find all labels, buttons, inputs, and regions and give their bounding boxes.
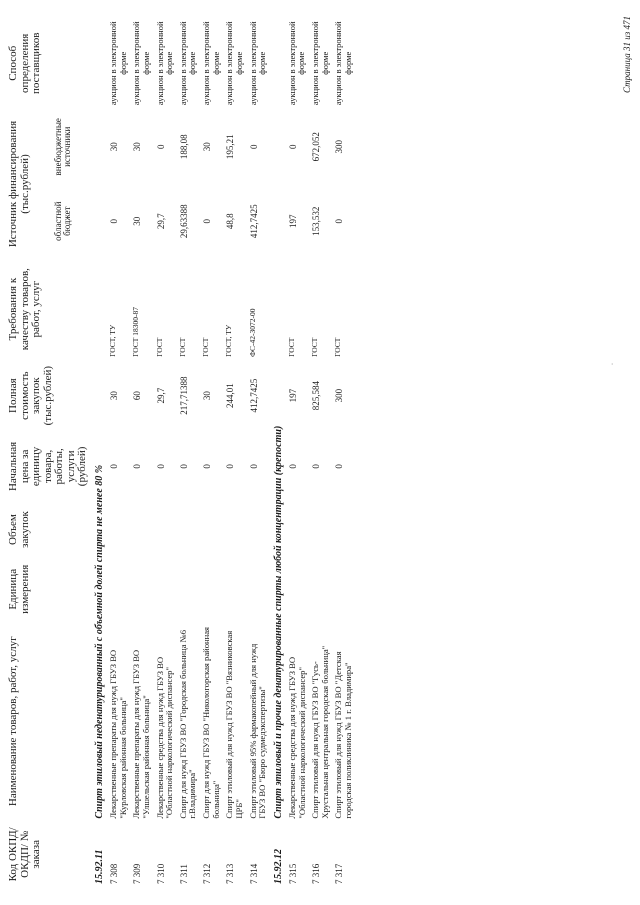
row-price: 0 xyxy=(202,464,213,469)
row-code: 7 308 xyxy=(109,863,120,884)
row-requirements: ГОСТ xyxy=(177,337,187,357)
speck: · xyxy=(610,363,616,365)
row-volume xyxy=(177,501,200,557)
row-name: Лекарственные препараты для нужд ГБУЗ ВО "Улшельская районная больница" xyxy=(131,649,151,819)
row-funding-regional: 29,63388 xyxy=(178,204,189,239)
row-price: 0 xyxy=(287,464,298,469)
row-total: 300 xyxy=(334,388,345,403)
row-price: 0 xyxy=(109,464,120,469)
row-requirements: ГОСТ xyxy=(310,337,320,357)
row-requirements: ГОСТ, ТУ xyxy=(224,324,234,357)
row-method: аукцион в электронной форме xyxy=(247,21,268,106)
section-row xyxy=(270,17,286,887)
row-funding-regional: 412,7425 xyxy=(248,204,259,239)
header-funding-regional: областной бюджет xyxy=(52,201,73,241)
row-requirements: ГОСТ 18300-87 xyxy=(131,307,141,357)
row-requirements: ГОСТ xyxy=(333,337,343,357)
header-total: Полная стоимость закупок (тыс.рублей) xyxy=(7,365,54,426)
row-volume xyxy=(200,501,223,557)
row-code: 7 314 xyxy=(248,863,259,884)
row-method: аукцион в электронной форме xyxy=(154,21,175,106)
header-funding-extra: внебюджетные источники xyxy=(52,118,73,176)
row-funding-extra: 672,052 xyxy=(311,132,322,162)
row-volume xyxy=(130,501,153,557)
row-price: 0 xyxy=(311,464,322,469)
row-total: 29,7 xyxy=(155,387,166,404)
table-row xyxy=(286,17,309,887)
row-funding-regional: 29,7 xyxy=(155,213,166,230)
table-body xyxy=(91,17,356,887)
row-total: 60 xyxy=(132,391,143,401)
section-title: Спирт этиловый и прочие денатурированные спирты любой концентрации (крепости) xyxy=(272,425,284,819)
row-price: 0 xyxy=(334,464,345,469)
row-volume xyxy=(247,501,270,557)
header-method: Способ определения поставщиков xyxy=(7,32,43,94)
header-price: Начальная цена за единицу товара, работы, услуги (рублей) xyxy=(7,441,89,492)
row-funding-regional: 0 xyxy=(202,218,213,224)
row-name: Спирт для нужд ГБУЗ ВО "Никологорская районная больница" xyxy=(201,626,221,819)
row-volume xyxy=(309,501,332,557)
table-row xyxy=(200,17,223,887)
row-total: 217,71388 xyxy=(178,376,189,415)
row-name: Спирт для нужд ГБУЗ ВО "Городская больница №6 г.Владимира" xyxy=(177,629,198,819)
row-unit xyxy=(223,558,246,621)
row-funding-regional: 197 xyxy=(287,214,298,228)
row-funding-extra: 300 xyxy=(334,140,345,154)
row-name: Лекарственные препараты для нужд ГБУЗ ВО "Курловская районная больница" xyxy=(108,649,128,819)
row-code: 7 310 xyxy=(155,863,166,884)
table-row xyxy=(309,17,332,887)
section-code: 15.92.12 xyxy=(272,849,284,884)
header-funding: Источник финансирования (тыс.рублей) xyxy=(7,120,31,248)
row-price: 0 xyxy=(132,464,143,469)
header-unit: Единица измерения xyxy=(7,564,31,614)
row-method: аукцион в электронной форме xyxy=(108,21,128,106)
section-row xyxy=(91,17,107,887)
table-row xyxy=(107,17,130,887)
procurement-table xyxy=(6,17,356,887)
row-method: аукцион в электронной форме xyxy=(224,21,244,106)
table-row xyxy=(223,17,246,887)
row-requirements: ГОСТ xyxy=(286,337,296,357)
row-code: 7 309 xyxy=(132,863,143,884)
row-name: Спирт этиловый для нужд ГБУЗ ВО "Детская городская поликлиника № 1 г. Владимира" xyxy=(333,651,354,819)
row-unit xyxy=(200,558,223,621)
row-unit xyxy=(247,558,270,621)
row-unit xyxy=(107,558,130,621)
row-funding-regional: 30 xyxy=(132,216,143,226)
row-name: Лекарственные средства для нужд ГБУЗ ВО "Областной наркологический диспансер" xyxy=(286,656,307,819)
row-funding-regional: 0 xyxy=(334,218,345,224)
row-volume xyxy=(286,501,309,557)
row-method: аукцион в электронной форме xyxy=(177,21,198,106)
row-funding-regional: 0 xyxy=(109,218,120,224)
row-method: аукцион в электронной форме xyxy=(310,21,330,106)
row-total: 412,7425 xyxy=(248,378,259,413)
row-code: 7 312 xyxy=(202,863,213,884)
table-row xyxy=(177,17,200,887)
row-method: аукцион в электронной форме xyxy=(131,21,151,106)
row-volume xyxy=(223,501,246,557)
row-code: 7 317 xyxy=(334,863,345,884)
row-total: 825,584 xyxy=(311,381,322,411)
row-total: 30 xyxy=(109,391,120,401)
row-code: 7 316 xyxy=(311,863,322,884)
header-requirements: Требования к качеству товаров, работ, услуг xyxy=(7,268,43,351)
row-unit xyxy=(130,558,153,621)
section-code: 15.92.11 xyxy=(93,849,105,884)
row-method: аукцион в электронной форме xyxy=(333,21,353,106)
row-unit xyxy=(286,558,309,621)
row-name: Спирт этиловый для нужд ГБУЗ ВО "Гусь-Хрустальная центральная городская больница" xyxy=(310,645,330,819)
table-row xyxy=(154,17,177,887)
row-price: 0 xyxy=(178,464,189,469)
row-funding-regional: 48,8 xyxy=(225,213,236,230)
row-total: 244,01 xyxy=(225,383,236,409)
row-total: 197 xyxy=(287,388,298,403)
row-requirements: ГОСТ xyxy=(201,337,211,357)
row-volume xyxy=(154,501,177,557)
row-price: 0 xyxy=(225,464,236,469)
row-requirements: ФС-42-3072-00 xyxy=(247,308,257,357)
row-code: 7 313 xyxy=(225,863,236,884)
table-row xyxy=(332,17,355,887)
header-code: Код ОКПД/ ОКДП/ № заказа xyxy=(7,827,43,882)
row-total: 30 xyxy=(202,391,213,401)
row-funding-extra: 30 xyxy=(202,142,213,152)
table-row xyxy=(130,17,153,887)
header-name: Наименование товаров, работ, услуг xyxy=(7,636,19,807)
row-funding-extra: 30 xyxy=(109,142,120,152)
header-volume: Объем закупок xyxy=(7,511,31,548)
row-name: Лекарственные средства для нужд ГБУЗ ВО "Областной наркологический диспансер" xyxy=(154,656,175,819)
row-method: аукцион в электронной форме xyxy=(201,21,221,106)
row-funding-extra: 30 xyxy=(132,142,143,152)
row-name: Спирт этиловый для нужд ГБУЗ ВО "Вязниковская ЦРБ" xyxy=(224,630,244,819)
row-unit xyxy=(154,558,177,621)
table-header xyxy=(6,17,91,887)
row-funding-extra: 188,08 xyxy=(178,134,189,160)
row-funding-regional: 153,532 xyxy=(311,206,322,236)
row-volume xyxy=(107,501,130,557)
row-funding-extra: 195,21 xyxy=(225,134,236,160)
row-unit xyxy=(309,558,332,621)
row-funding-extra: 0 xyxy=(248,144,259,150)
page-footer: Страница 31 из 471 xyxy=(622,16,632,93)
row-code: 7 315 xyxy=(287,863,298,884)
table-row xyxy=(247,17,270,887)
row-price: 0 xyxy=(155,464,166,469)
row-unit xyxy=(177,558,200,621)
row-name: Спирт этиловый 95% фармакопейный для нужд ГБУЗ ВО "Бюро судмедэкспертизы" xyxy=(247,643,268,819)
section-title: Спирт этиловый неденатурированный с объемной долей спирта не менее 80 % xyxy=(93,464,105,819)
row-unit xyxy=(332,558,355,621)
row-requirements: ГОСТ xyxy=(154,337,164,357)
row-funding-extra: 0 xyxy=(155,144,166,150)
row-funding-extra: 0 xyxy=(287,144,298,150)
row-volume xyxy=(332,501,355,557)
row-requirements: ГОСТ, ТУ xyxy=(108,324,118,357)
row-code: 7 311 xyxy=(178,864,189,884)
row-method: аукцион в электронной форме xyxy=(286,21,307,106)
row-price: 0 xyxy=(248,464,259,469)
